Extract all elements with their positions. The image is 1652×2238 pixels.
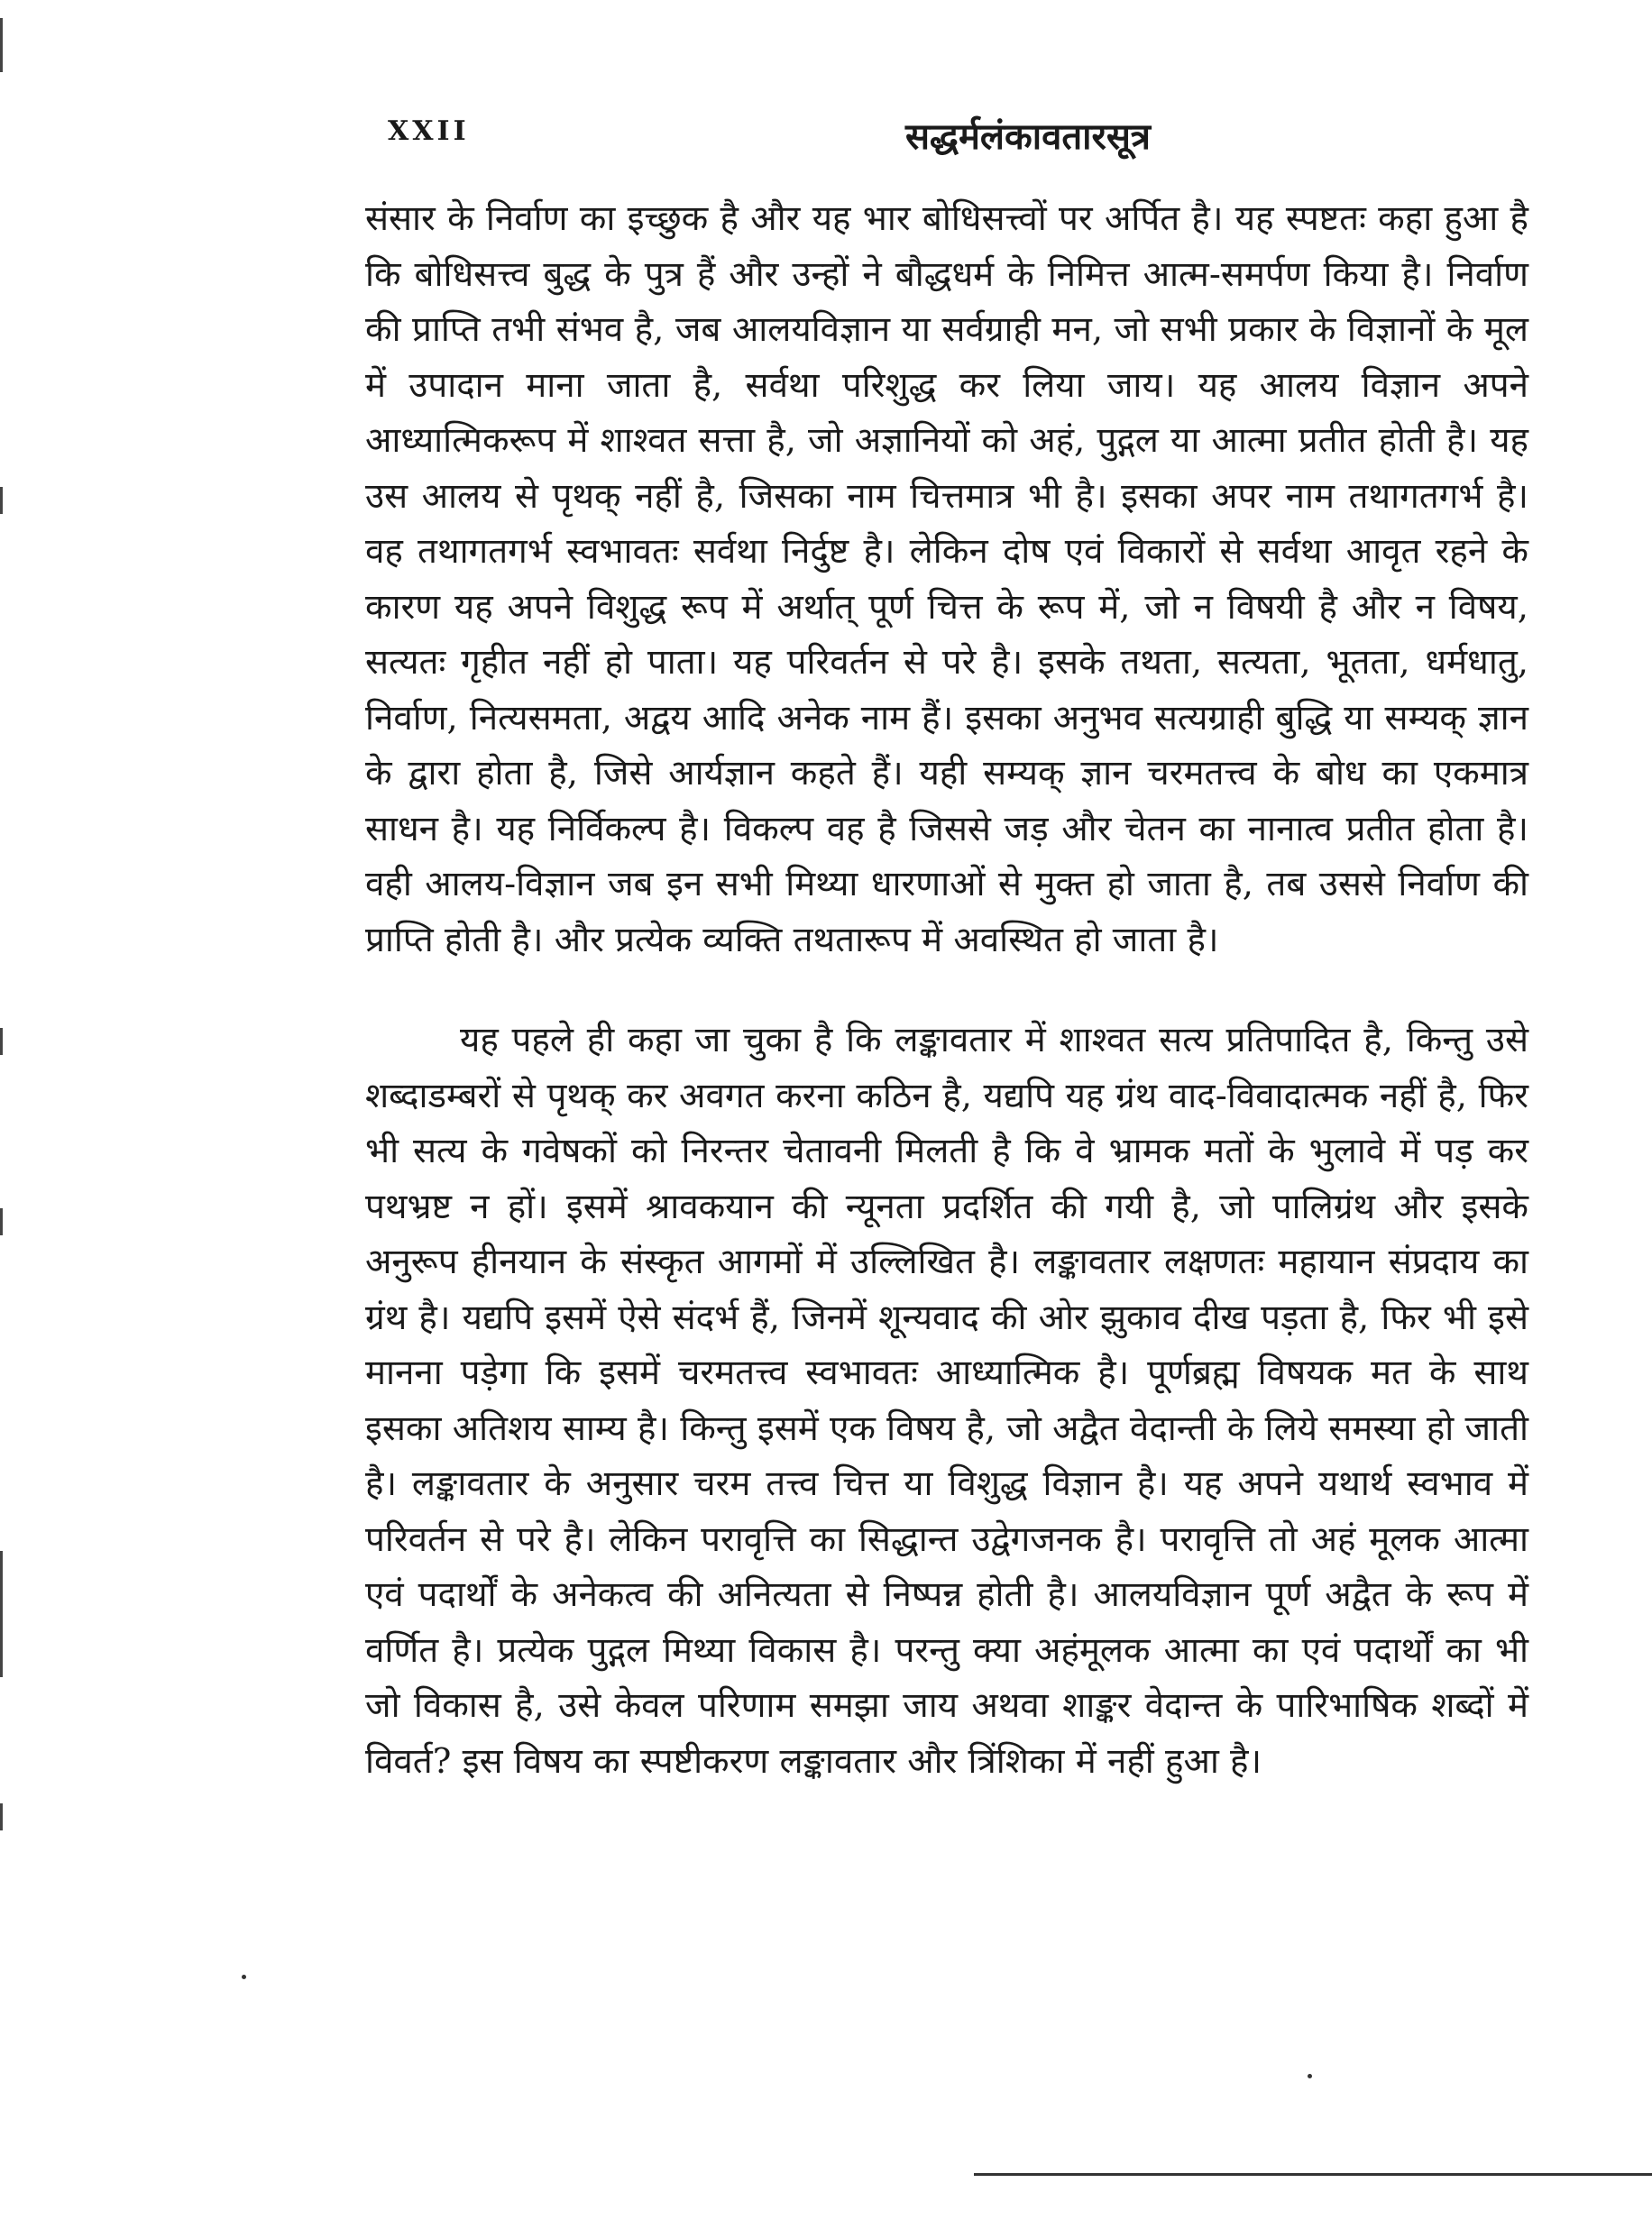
- running-title: सद्धर्मलंकावतारसूत्र: [905, 115, 1151, 158]
- scan-bottom-rule: [974, 2173, 1652, 2176]
- scan-speck: [1308, 2074, 1312, 2078]
- page-header: [388, 115, 1578, 170]
- scan-edge-mark: [0, 1028, 3, 1055]
- scan-speck: [242, 1975, 246, 1979]
- scan-edge-mark: [0, 1208, 3, 1235]
- scan-edge-mark: [0, 1551, 3, 1677]
- body-text: [365, 191, 1528, 1789]
- page-number: XXII: [388, 115, 470, 147]
- paragraph-1: संसार के निर्वाण का इच्छुक है और यह भार बोधिसत्त्वों पर अर्पित है। यह स्पष्टतः कहा हुआ है कि बोधिसत्त्व बुद्ध के पुत्र हैं और उन्हों ने बौद्धधर्म के निमित्त आत्म-समर्पण किया है। निर्वाण की प्राप्ति तभी संभव है, जब आलयविज्ञान या सर्वग्राही मन, जो सभी प्रकार के विज्ञानों के मूल में उपादान माना जाता है, सर्वथा परिशुद्ध कर लिया जाय। यह आलय विज्ञान अपने आध्यात्मिकरूप में शाश्वत सत्ता है, जो अज्ञानियों को अहं, पुद्गल या आत्मा प्रतीत होती है। यह उस आलय से पृथक् नहीं है, जिसका नाम चित्तमात्र भी है। इसका अपर नाम तथागतगर्भ है। वह तथागतगर्भ स्वभावतः सर्वथा निर्दुष्ट है। लेकिन दोष एवं विकारों से सर्वथा आवृत रहने के कारण यह अपने विशुद्ध रूप में अर्थात् पूर्ण चित्त के रूप में, जो न विषयी है और न विषय, सत्यतः गृहीत नहीं हो पाता। यह परिवर्तन से परे है। इसके तथता, सत्यता, भूतता, धर्मधातु, निर्वाण, नित्यसमता, अद्वय आदि अनेक नाम हैं। इसका अनुभव सत्यग्राही बुद्धि या सम्यक् ज्ञान के द्वारा होता है, जिसे आर्यज्ञान कहते हैं। यही सम्यक् ज्ञान चरमतत्त्व के बोध का एकमात्र साधन है। यह निर्विकल्प है। विकल्प वह है जिससे जड़ और चेतन का नानात्व प्रतीत होता है। वही आलय-विज्ञान जब इन सभी मिथ्या धारणाओं से मुक्त हो जाता है, तब उससे निर्वाण की प्राप्ति होती है। और प्रत्येक व्यक्ति तथतारूप में अवस्थित हो जाता है।: [365, 198, 1528, 960]
- scan-edge-mark: [0, 487, 3, 514]
- scan-edge-mark: [0, 1803, 3, 1830]
- scan-edge-mark: [0, 18, 3, 72]
- paragraph-2: यह पहले ही कहा जा चुका है कि लङ्कावतार में शाश्वत सत्य प्रतिपादित है, किन्तु उसे शब्दाडम्बरों से पृथक् कर अवगत करना कठिन है, यद्यपि यह ग्रंथ वाद-विवादात्मक नहीं है, फिर भी सत्य के गवेषकों को निरन्तर चेतावनी मिलती है कि वे भ्रामक मतों के भुलावे में पड़ कर पथभ्रष्ट न हों। इसमें श्रावकयान की न्यूनता प्रदर्शित की गयी है, जो पालिग्रंथ और इसके अनुरूप हीनयान के संस्कृत आगमों में उल्लिखित है। लङ्कावतार लक्षणतः महायान संप्रदाय का ग्रंथ है। यद्यपि इसमें ऐसे संदर्भ हैं, जिनमें शून्यवाद की ओर झुकाव दीख पड़ता है, फिर भी इसे मानना पड़ेगा कि इसमें चरमतत्त्व स्वभावतः आध्यात्मिक है। पूर्णब्रह्म विषयक मत के साथ इसका अतिशय साम्य है। किन्तु इसमें एक विषय है, जो अद्वैत वेदान्ती के लिये समस्या हो जाती है। लङ्कावतार के अनुसार चरम तत्त्व चित्त या विशुद्ध विज्ञान है। यह अपने यथार्थ स्वभाव में परिवर्तन से परे है। लेकिन परावृत्ति का सिद्धान्त उद्वेगजनक है। परावृत्ति तो अहं मूलक आत्मा एवं पदार्थों के अनेकत्व की अनित्यता से निष्पन्न होती है। आलयविज्ञान पूर्ण अद्वैत के रूप में वर्णित है। प्रत्येक पुद्गल मिथ्या विकास है। परन्तु क्या अहंमूलक आत्मा का एवं पदार्थों का भी जो विकास है, उसे केवल परिणाम समझा जाय अथवा शाङ्कर वेदान्त के पारिभाषिक शब्दों में विवर्त? इस विषय का स्पष्टीकरण लङ्कावतार और त्रिंशिका में नहीं हुआ है।: [365, 1020, 1528, 1782]
